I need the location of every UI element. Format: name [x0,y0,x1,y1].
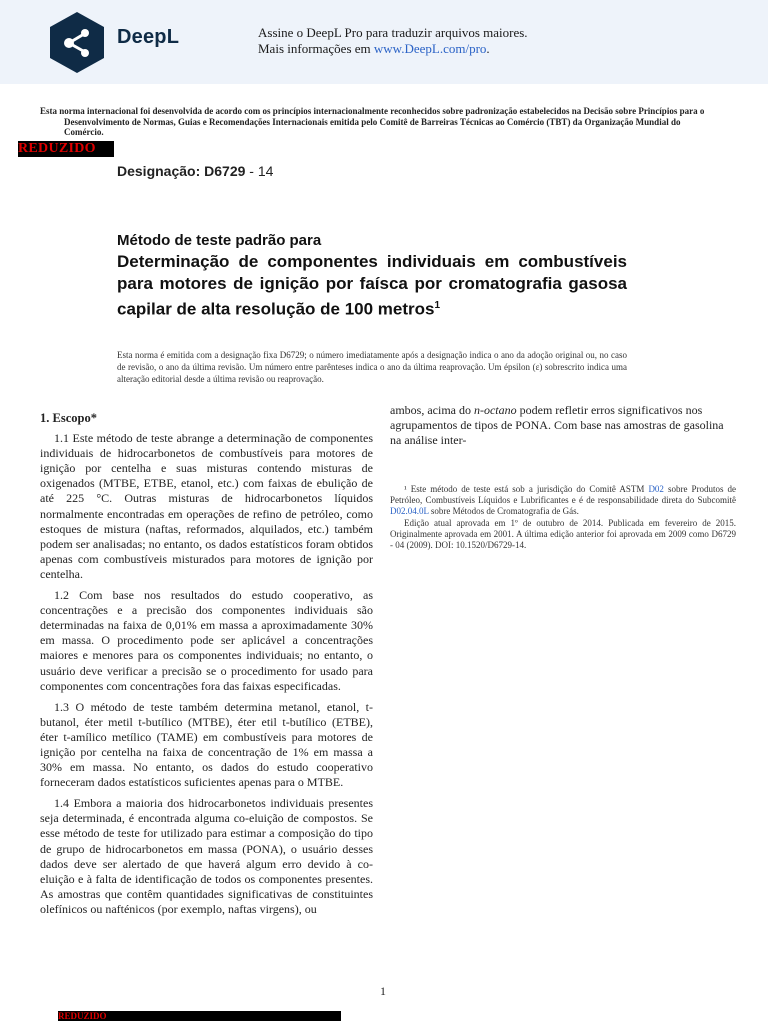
notice-line-2: Desenvolvimento de Normas, Guias e Recomendações Internacionais emitida pelo Comitê de Barreiras Técnicas ao Comércio (TBT) da Organização Mundial do [64,116,681,127]
promo-suffix: . [486,41,490,56]
issued-note: Esta norma é emitida com a designação fixa D6729; o número imediatamente após a designação indica o ano da adoção original ou, no caso de revisão, o ano da última revisão. Um número entre parênteses indica o ano da última reaprovação. Um épsilon (ε) sobrescrito indica uma alteração editorial desde a última revisão ou reaprovação. [117,350,627,384]
footnote-text-a: ¹ Este método de teste está sob a jurisdição do Comitê ASTM [404,484,649,494]
promo-line-1: Assine o DeepL Pro para traduzir arquivos maiores. [258,25,528,40]
paragraph-1-4-continued [390,403,736,448]
notice-line-3: Comércio. [64,127,104,137]
title-footnote-mark: 1 [434,300,441,311]
designation-label: Designação: D6729 [117,163,246,179]
paragraph-1-2: 1.2 Com base nos resultados do estudo cooperativo, as concentrações e a precisão dos componentes individuais são determinadas na faixa de 0,01% em massa a aproximadamente 30% em massa. O procedimento pode ser aplicável a concentrações maiores e menores para os componentes individuais; no entanto, o usuário deve verificar a precisão se o procedimento for usado para componentes com concentrações fora das faixas especificadas. [40,588,373,693]
designation [117,163,273,179]
title-text: Determinação de componentes individuais em combustíveis para motores de ignição por faísca por cromatografia gasosa capilar de alta resolução de 100 metros [117,252,627,319]
footnote-text-b: sobre Produtos de Petróleo, Combustíveis Líquidos e Lubrificantes e é de responsabilidade direta do Subcomitê [390,484,736,506]
document-title [117,251,627,321]
designation-year: - 14 [245,163,274,179]
scope-heading: 1. Escopo* [40,411,97,425]
reduzido-stamp-top: REDUZIDO [18,141,114,157]
deepl-banner [0,0,768,84]
footnote [390,484,736,551]
cont-post: podem refletir erros significativos nos agrupamentos de tipos de PONA. Com base nas amostras de gasolina na análise inter- [390,403,724,448]
cont-italic: n-octano [473,403,517,417]
footnote-1 [390,484,736,518]
footnote-2: Edição atual aprovada em 1º de outubro de 2014. Publicada em fevereiro de 2015. Originalmente aprovada em 2001. A última edição anterior foi aprovada em 2009 como D6729 - 04 (2009). DOI: 10.1520/D6729-14. [390,517,736,551]
footnote-link-d02[interactable]: D02 [648,484,664,494]
promo-line-2 [258,41,528,57]
promo-text [258,25,528,57]
notice-line-1: Esta norma internacional foi desenvolvida de acordo com os princípios internacionalmente reconhecidos sobre padronização estabelecidos na Decisão sobre Princípios para o [40,106,705,116]
standard-notice [40,106,730,138]
cont-pre: ambos, acima do [390,403,474,417]
footnote-link-subcommittee[interactable]: D02.04.0L [390,506,429,517]
title-block [117,232,627,321]
title-pre: Método de teste padrão para [117,232,322,249]
brand-name: DeepL [117,26,180,48]
paragraph-1-1: 1.1 Este método de teste abrange a determinação de componentes individuais de hidrocarbonetos de combustíveis para motores de ignição por centelha e suas misturas contendo misturas de oxigenados (MTBE, ETBE, etanol, etc.) com faixas de ebulição de até 225 °C. Outras misturas de hidrocarbonetos líquidos normalmente encontradas em operações de refino de petróleo, como estoques de mistura (naftas, reformados, alquilados, etc.) também podem ser analisadas; no entanto, os dados estatísticos foram obtidos apenas com combustíveis misturados para motores de ignição por centelha. [40,431,373,581]
left-column [40,411,373,923]
deepl-logo-icon[interactable] [48,11,106,75]
paragraph-1-3: 1.3 O método de teste também determina metanol, etanol, t-butanol, éter metil t-butílico (MTBE), éter etil t-butílico (ETBE), éter t-amílico metílico (TAME) em combustíveis para motores de ignição por centelha na faixa de concentração de 1% em massa a 30% em massa. No entanto, os dados do estudo cooperativo forneceram dados estatísticos suficientes apenas para o MTBE. [40,699,373,790]
reduzido-stamp-bottom: REDUZIDO [58,1011,341,1021]
paragraph-1-4: 1.4 Embora a maioria dos hidrocarbonetos individuais presentes seja determinada, é encontrada alguma co-eluição de compostos. Se esse método de teste for utilizado para estimar a composição do tipo de grupo de hidrocarbonetos em massa (PONA), o usuário desses dados deve ser alertado de que haverá algum erro devido à co-eluição e à falta de identificação de todos os componentes presentes. As amostras que contêm quantidades significativas de constituintes olefínicos ou nafténicos (por exemplo, naftas virgens), ou [40,796,373,916]
footnote-text-c: sobre Métodos de Cromatografia de Gás. [428,506,579,517]
promo-link[interactable]: www.DeepL.com/pro [373,41,487,56]
right-column [390,403,736,448]
promo-prefix: Mais informações em [258,41,374,56]
page-number: 1 [380,984,386,998]
